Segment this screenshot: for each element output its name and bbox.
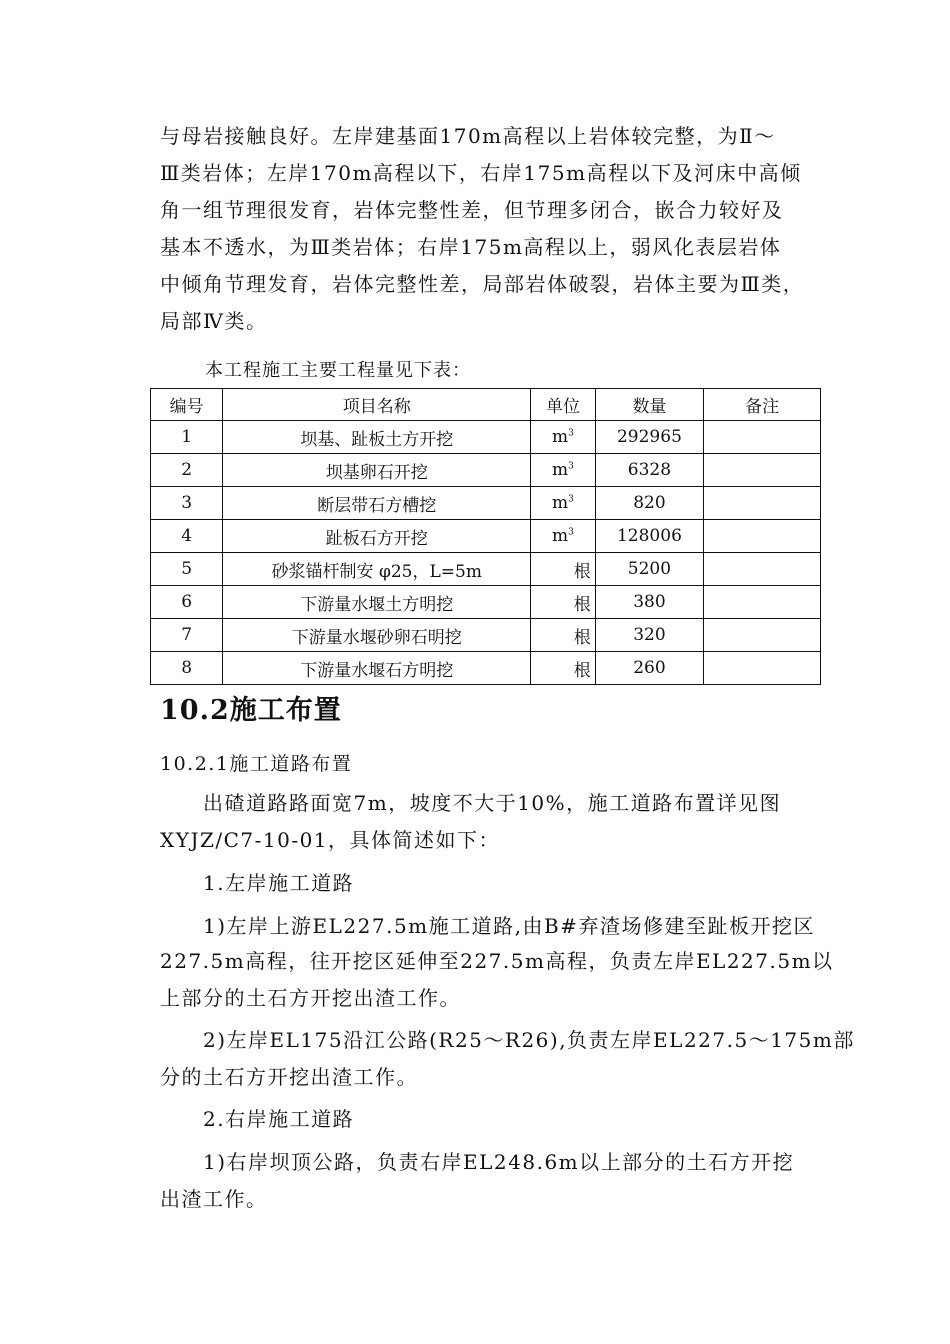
cell-no: 8 <box>151 652 223 685</box>
cell-unit: 根 <box>531 619 595 652</box>
cell-no: 4 <box>151 520 223 553</box>
cell-name: 下游量水堰土方明挖 <box>223 586 531 619</box>
table-row <box>151 553 821 586</box>
table-caption: 本工程施工主要工程量见下表： <box>205 360 471 381</box>
cell-no: 3 <box>151 487 223 520</box>
table-row <box>151 652 821 685</box>
cell-no: 6 <box>151 586 223 619</box>
cell-no: 5 <box>151 553 223 586</box>
cell-note <box>704 619 821 652</box>
table-row <box>151 421 821 454</box>
text-line: 2)左岸EL175沿江公路(R25～R26),负责左岸EL227.5～175m部 <box>160 1028 855 1052</box>
cell-no: 2 <box>151 454 223 487</box>
table-row <box>151 586 821 619</box>
cell-unit: $m^3$ <box>531 487 595 520</box>
cell-qty: 260 <box>595 652 703 685</box>
text-line: 1)左岸上游EL227.5m施工道路,由B#弃渣场修建至趾板开挖区 <box>160 914 815 938</box>
text-line: 角一组节理很发育，岩体完整性差，但节理多闭合，嵌合力较好及 <box>160 198 784 222</box>
cell-note <box>704 520 821 553</box>
text-line: Ⅲ类岩体；左岸170m高程以下，右岸175m高程以下及河床中高倾 <box>160 161 802 185</box>
text-line: 分的土石方开挖出渣工作。 <box>160 1065 418 1089</box>
text-line: 与母岩接触良好。左岸建基面170m高程以上岩体较完整，为Ⅱ～ <box>160 124 776 148</box>
header-name: 项目名称 <box>223 389 531 421</box>
cell-unit: $m^3$ <box>531 421 595 454</box>
cell-note <box>704 487 821 520</box>
text-line: 出渣工作。 <box>160 1187 268 1211</box>
cell-unit: 根 <box>531 553 595 586</box>
cell-name: 下游量水堰石方明挖 <box>223 652 531 685</box>
cell-name: 趾板石方开挖 <box>223 520 531 553</box>
cell-qty: 820 <box>595 487 703 520</box>
cell-name: 断层带石方槽挖 <box>223 487 531 520</box>
cell-qty: 5200 <box>595 553 703 586</box>
cell-name: 砂浆锚杆制安 φ25，L=5m <box>223 553 531 586</box>
cell-note <box>704 553 821 586</box>
cell-note <box>704 454 821 487</box>
cell-unit: $m^3$ <box>531 454 595 487</box>
text-line: 2.右岸施工道路 <box>160 1107 355 1131</box>
header-no: 编号 <box>151 389 223 421</box>
subsection-heading: 10.2.1施工道路布置 <box>160 753 353 775</box>
table-row <box>151 454 821 487</box>
quantities-table <box>150 388 821 685</box>
header-note: 备注 <box>704 389 821 421</box>
cell-no: 7 <box>151 619 223 652</box>
cell-name: 坝基卵石开挖 <box>223 454 531 487</box>
cell-name: 坝基、趾板土方开挖 <box>223 421 531 454</box>
cell-unit: $m^3$ <box>531 520 595 553</box>
table-row <box>151 520 821 553</box>
cell-qty: 380 <box>595 586 703 619</box>
text-line: 中倾角节理发育，岩体完整性差，局部岩体破裂，岩体主要为Ⅲ类， <box>160 272 805 296</box>
text-line: 出碴道路路面宽7m，坡度不大于10%，施工道路布置详见图 <box>160 791 782 815</box>
cell-qty: 6328 <box>595 454 703 487</box>
header-qty: 数量 <box>595 389 703 421</box>
cell-unit: 根 <box>531 652 595 685</box>
header-unit: 单位 <box>531 389 595 421</box>
cell-name: 下游量水堰砂卵石明挖 <box>223 619 531 652</box>
table-header-row <box>151 389 821 421</box>
table-row <box>151 619 821 652</box>
table-row <box>151 487 821 520</box>
cell-qty: 320 <box>595 619 703 652</box>
cell-note <box>704 421 821 454</box>
cell-qty: 128006 <box>595 520 703 553</box>
text-line: 1)右岸坝顶公路，负责右岸EL248.6m以上部分的土石方开挖 <box>160 1150 795 1174</box>
cell-unit: 根 <box>531 586 595 619</box>
text-line: 227.5m高程，往开挖区延伸至227.5m高程，负责左岸EL227.5m以 <box>160 949 834 973</box>
text-line: 上部分的土石方开挖出渣工作。 <box>160 986 461 1010</box>
cell-note <box>704 652 821 685</box>
text-line: 基本不透水，为Ⅲ类岩体；右岸175m高程以上，弱风化表层岩体 <box>160 235 782 259</box>
section-heading: 10.2施工布置 <box>160 695 342 726</box>
cell-no: 1 <box>151 421 223 454</box>
text-line: XYJZ/C7-10-01，具体简述如下： <box>160 828 501 852</box>
text-line: 1.左岸施工道路 <box>160 871 355 895</box>
text-line: 局部Ⅳ类。 <box>160 309 268 333</box>
cell-qty: 292965 <box>595 421 703 454</box>
cell-note <box>704 586 821 619</box>
